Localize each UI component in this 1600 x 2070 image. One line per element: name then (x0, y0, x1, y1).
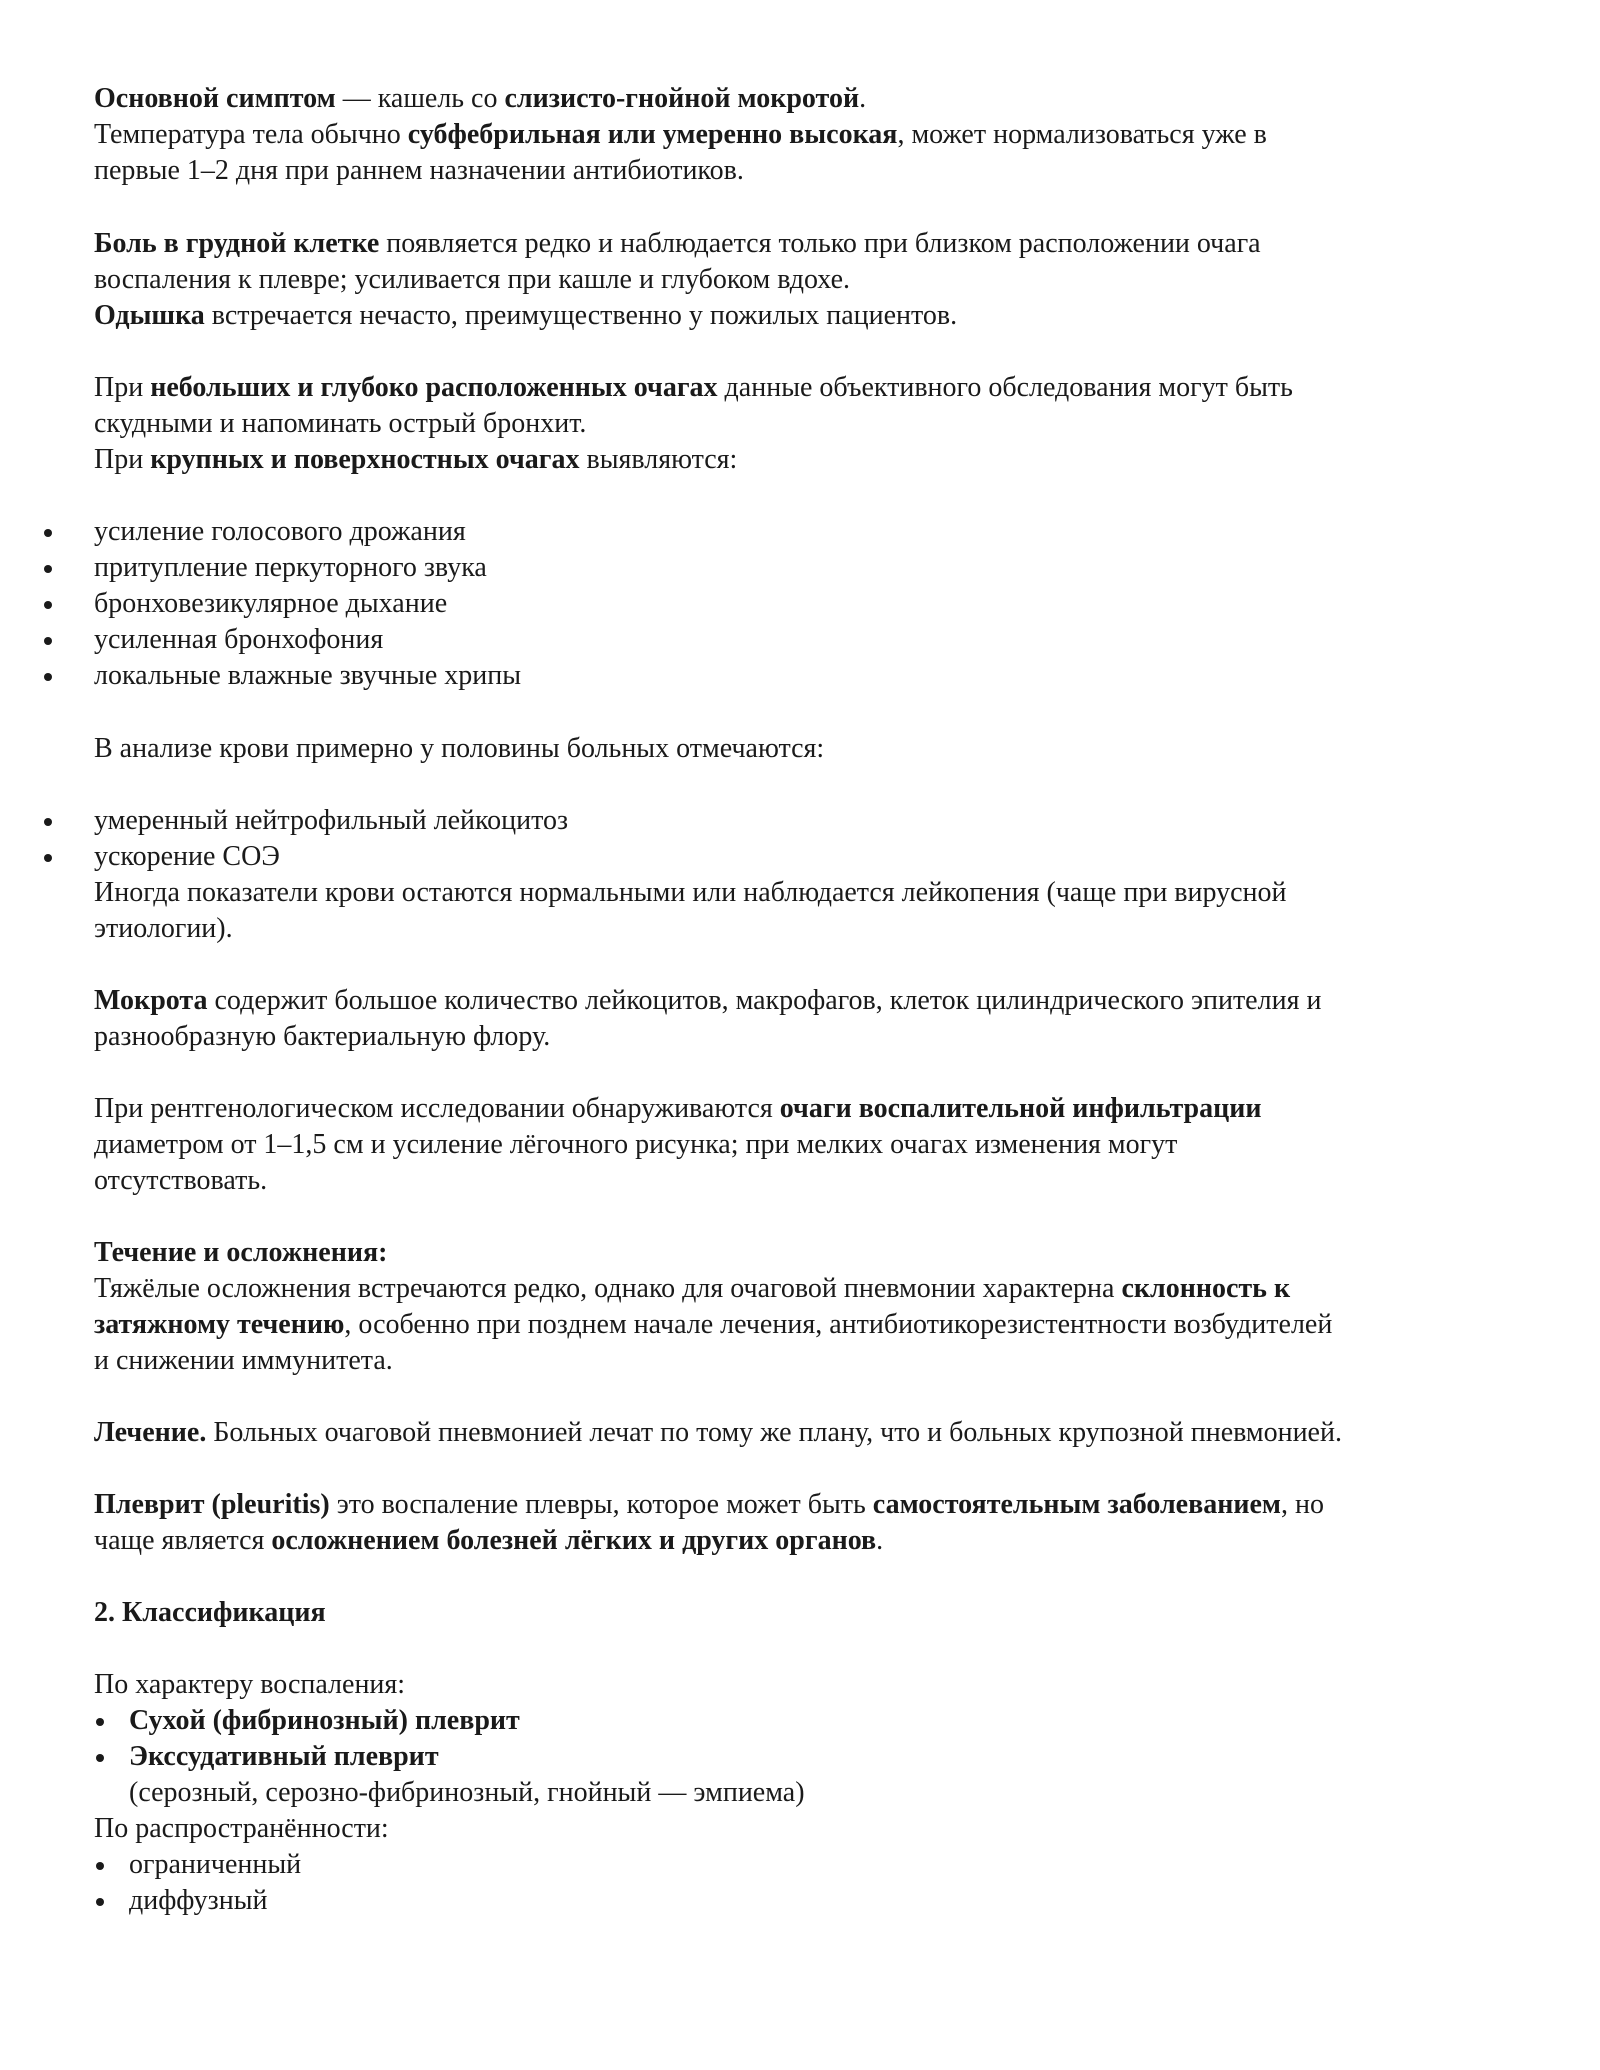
classification-heading (94, 1595, 1514, 1631)
text-run: появляется редко и наблюдается только при близком расположении очага (379, 228, 1261, 259)
bold-text: небольших и глубоко расположенных очагах (150, 372, 718, 403)
section-heading: 2. Классификация (94, 1597, 326, 1628)
paragraph-blood-note (94, 875, 1514, 947)
text-run: выявляются: (579, 444, 738, 475)
text-run: содержит большое количество лейкоцитов, макрофагов, клеток цилиндрического эпителия и (207, 985, 1322, 1016)
list-item: ускорение СОЭ (94, 839, 568, 875)
bold-text: Одышка (94, 300, 205, 331)
paragraph-course (94, 1235, 1514, 1379)
text-run: , может нормализоваться уже в (897, 119, 1267, 150)
bold-text: очаги воспалительной инфильтрации (779, 1093, 1262, 1124)
text-line (94, 1307, 1514, 1343)
text-line (94, 1271, 1514, 1307)
bold-text: Лечение. (94, 1417, 207, 1448)
list-item: локальные влажные звучные хрипы (94, 658, 521, 694)
text-line (94, 1523, 1514, 1559)
signs-list (94, 514, 521, 694)
list-item: ограниченный (129, 1847, 301, 1883)
text-line: и снижении иммунитета. (94, 1345, 393, 1376)
paragraph-pleurisy (94, 1487, 1514, 1559)
text-line (94, 1415, 1514, 1451)
text-line: диаметром от 1–1,5 см и усиление лёгочного рисунка; при мелких очагах изменения могут (94, 1129, 1178, 1160)
paragraph-exam-findings (94, 370, 1514, 478)
text-run: Тяжёлые осложнения встречаются редко, однако для очаговой пневмонии характерна (94, 1273, 1122, 1304)
text-line: отсутствовать. (94, 1165, 268, 1196)
bold-text: самостоятельным заболеванием (872, 1489, 1281, 1520)
text-line: разнообразную бактериальную флору. (94, 1021, 551, 1052)
text-run: — кашель со (335, 83, 505, 114)
text-line: воспаления к плевре; усиливается при кашле и глубоком вдохе. (94, 264, 851, 295)
list-item: Сухой (фибринозный) плеврит (129, 1703, 520, 1739)
paragraph-treatment (94, 1415, 1514, 1451)
bold-text: субфебрильная или умеренно высокая (407, 119, 898, 150)
exudative-subtypes (129, 1775, 1549, 1811)
bold-text: Боль в грудной клетке (94, 228, 380, 259)
paragraph-sputum (94, 983, 1514, 1055)
text-run: Больных очаговой пневмонией лечат по тому же плану, что и больных крупозной пневмонией. (206, 1417, 1342, 1448)
text-run: При (94, 372, 151, 403)
list-item: бронховезикулярное дыхание (94, 586, 521, 622)
by-nature-label (94, 1667, 1514, 1703)
text-run: , но (1281, 1489, 1324, 1520)
list-item: усиление голосового дрожания (94, 514, 521, 550)
text-line: Иногда показатели крови остаются нормальными или наблюдается лейкопения (чаще при вирусной (94, 877, 1287, 908)
text-line: первые 1–2 дня при раннем назначении антибиотиков. (94, 155, 744, 186)
text-line (94, 983, 1514, 1019)
text-line (94, 370, 1514, 406)
section-heading: Течение и осложнения: (94, 1237, 388, 1268)
text-line: По характеру воспаления: (94, 1669, 406, 1700)
text-run: , особенно при позднем начале лечения, антибиотикорезистентности возбудителей (344, 1309, 1333, 1340)
text-run: это воспаление плевры, которое может быть (329, 1489, 873, 1520)
bold-text: затяжному течению (94, 1309, 345, 1340)
by-extent-label (94, 1811, 1514, 1847)
text-line: В анализе крови примерно у половины больных отмечаются: (94, 733, 825, 764)
text-line (94, 117, 1514, 153)
bold-text: крупных и поверхностных очагах (150, 444, 580, 475)
text-line: (серозный, серозно-фибринозный, гнойный — эмпиема) (129, 1777, 805, 1808)
text-run: . (876, 1525, 884, 1556)
text-run: . (859, 83, 867, 114)
nature-types-list (129, 1703, 520, 1775)
text-run: чаще является (94, 1525, 272, 1556)
blood-list (94, 803, 568, 875)
paragraph-xray (94, 1091, 1514, 1199)
text-line (94, 298, 1514, 334)
paragraph-chest-pain (94, 226, 1514, 334)
paragraph-blood-intro (94, 731, 1514, 767)
list-item: Экссудативный плеврит (129, 1739, 520, 1775)
text-run: встречается нечасто, преимущественно у пожилых пациентов. (204, 300, 958, 331)
paragraph-main-symptom (94, 81, 1514, 189)
bold-text: Мокрота (94, 985, 208, 1016)
text-line: этиологии). (94, 913, 233, 944)
text-line (94, 81, 1514, 117)
text-line (94, 1091, 1514, 1127)
text-run: Температура тела обычно (94, 119, 408, 150)
list-item: притупление перкуторного звука (94, 550, 521, 586)
text-line (94, 442, 1514, 478)
list-item: усиленная бронхофония (94, 622, 521, 658)
text-line: По распространённости: (94, 1813, 389, 1844)
text-line (94, 226, 1514, 262)
list-item: умеренный нейтрофильный лейкоцитоз (94, 803, 568, 839)
extent-types-list (129, 1847, 301, 1919)
text-run: При (94, 444, 151, 475)
bold-text: осложнением болезней лёгких и других органов (271, 1525, 877, 1556)
bold-text: слизисто-гнойной мокротой (504, 83, 860, 114)
text-run: данные объективного обследования могут быть (717, 372, 1293, 403)
text-line (94, 1487, 1514, 1523)
text-run: При рентгенологическом исследовании обнаруживаются (94, 1093, 780, 1124)
bold-text: Плеврит (pleuritis) (94, 1489, 330, 1520)
bold-text: Основной симптом (94, 83, 336, 114)
text-line: скудными и напоминать острый бронхит. (94, 408, 587, 439)
list-item: диффузный (129, 1883, 301, 1919)
bold-text: склонность к (1121, 1273, 1291, 1304)
